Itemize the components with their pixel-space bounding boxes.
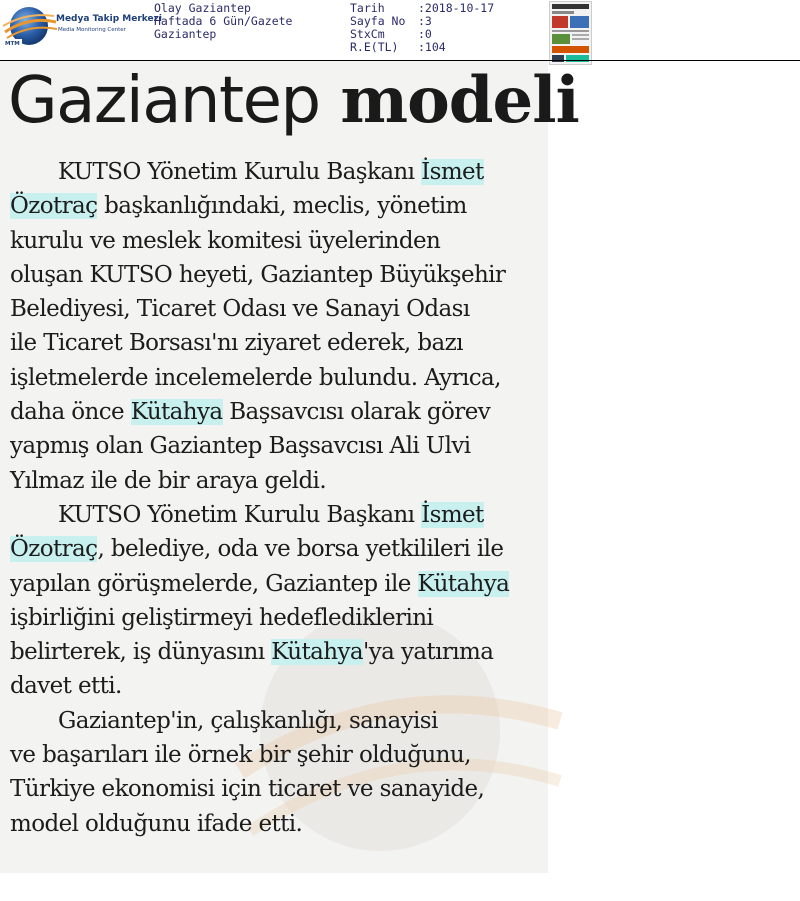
logo-badge: MTM — [5, 41, 20, 47]
meta-value: :2018-10-17 — [418, 1, 495, 15]
highlighted-keyword: İsmet — [421, 501, 484, 528]
article-line — [10, 258, 545, 292]
meta-value: :104 — [418, 40, 446, 54]
article-text: belirterek, iş dünyasını — [10, 639, 272, 666]
highlighted-keyword: Kütahya — [130, 399, 223, 426]
article-line — [10, 189, 545, 223]
article-text: 'ya yatırıma — [363, 639, 494, 666]
article-line — [10, 361, 545, 395]
article-text: Belediyesi, Ticaret Odası ve Sanayi Odası — [10, 296, 470, 323]
article-text: Türkiye ekonomisi için ticaret ve sanayide, — [10, 776, 485, 803]
article-text: KUTSO Yönetim Kurulu Başkanı — [58, 501, 422, 528]
article-line — [10, 532, 545, 566]
article-line — [10, 567, 545, 601]
clip-metadata — [350, 2, 494, 54]
article-line — [10, 292, 545, 326]
article-clipping — [0, 61, 579, 873]
medya-takip-logo — [2, 2, 162, 50]
source-info — [154, 2, 292, 41]
article-line — [10, 326, 545, 360]
meta-value: :0 — [418, 27, 432, 41]
article-text: Başsavcısı olarak görev — [222, 399, 491, 426]
article-line — [10, 704, 545, 738]
article-text: Gaziantep'in, çalışkanlığı, sanayisi — [58, 707, 438, 734]
meta-label: Tarih — [350, 1, 385, 15]
highlighted-keyword: Özotraç — [10, 536, 98, 563]
article-line — [10, 464, 545, 498]
article-line — [10, 738, 545, 772]
article-text: yapılan görüşmelerde, Gaziantep ile — [10, 570, 418, 597]
article-text: yapmış olan Gaziantep Başsavcısı Ali Ulvi — [10, 433, 471, 460]
source-name: Olay Gaziantep — [154, 1, 251, 15]
logo-subtitle: Media Monitoring Center — [58, 27, 126, 33]
article-text: oluşan KUTSO heyeti, Gaziantep Büyükşehir — [10, 261, 506, 288]
page-thumbnail[interactable] — [549, 1, 592, 65]
article-text: işletmelerde incelemelerde bulundu. Ayrıca, — [10, 364, 501, 391]
highlighted-keyword: Kütahya — [417, 570, 510, 597]
article-text: daha önce — [10, 399, 131, 426]
article-text: işbirliğini geliştirmeyi hedeflediklerini — [10, 604, 434, 631]
meta-value: :3 — [418, 14, 432, 28]
headline-bold: modeli — [340, 63, 579, 138]
article-text: ve başarıları ile örnek bir şehir olduğunu, — [10, 742, 471, 769]
article-line — [10, 807, 545, 841]
article-text: başkanlığındaki, meclis, yönetim — [97, 193, 467, 220]
article-line — [10, 429, 545, 463]
headline-light: Gaziantep — [8, 64, 320, 138]
article-line — [10, 498, 545, 532]
meta-label: Sayfa No — [350, 14, 406, 28]
article-text: kurulu ve meslek komitesi üyelerinden — [10, 227, 441, 254]
article-line — [10, 224, 545, 258]
meta-label: R.E(TL) — [350, 40, 399, 54]
globe-logo-icon — [2, 2, 58, 50]
article-headline — [8, 63, 579, 139]
source-city: Gaziantep — [154, 27, 217, 41]
article-text: model olduğunu ifade etti. — [10, 810, 303, 837]
article-line — [10, 635, 545, 669]
article-text: Yılmaz ile de bir araya geldi. — [10, 467, 327, 494]
article-text: davet etti. — [10, 673, 122, 700]
highlighted-keyword: Özotraç — [10, 193, 98, 220]
source-frequency: Haftada 6 Gün/Gazete — [154, 14, 293, 28]
article-text: KUTSO Yönetim Kurulu Başkanı — [58, 159, 422, 185]
highlighted-keyword: Kütahya — [271, 639, 363, 666]
article-line — [10, 155, 545, 189]
article-line — [10, 601, 545, 635]
meta-row — [350, 41, 494, 54]
monitoring-header — [0, 0, 800, 61]
article-line — [10, 669, 545, 703]
article-text: , belediye, oda ve borsa yetkilileri ile — [97, 536, 504, 563]
article-line — [10, 395, 545, 429]
highlighted-keyword: İsmet — [421, 159, 484, 185]
article-line — [10, 772, 545, 806]
logo-name: Medya Takip Merkezi — [56, 14, 162, 24]
article-body — [10, 155, 545, 841]
article-text: ile Ticaret Borsası'nı ziyaret ederek, bazı — [10, 330, 463, 357]
meta-label: StxCm — [350, 27, 385, 41]
